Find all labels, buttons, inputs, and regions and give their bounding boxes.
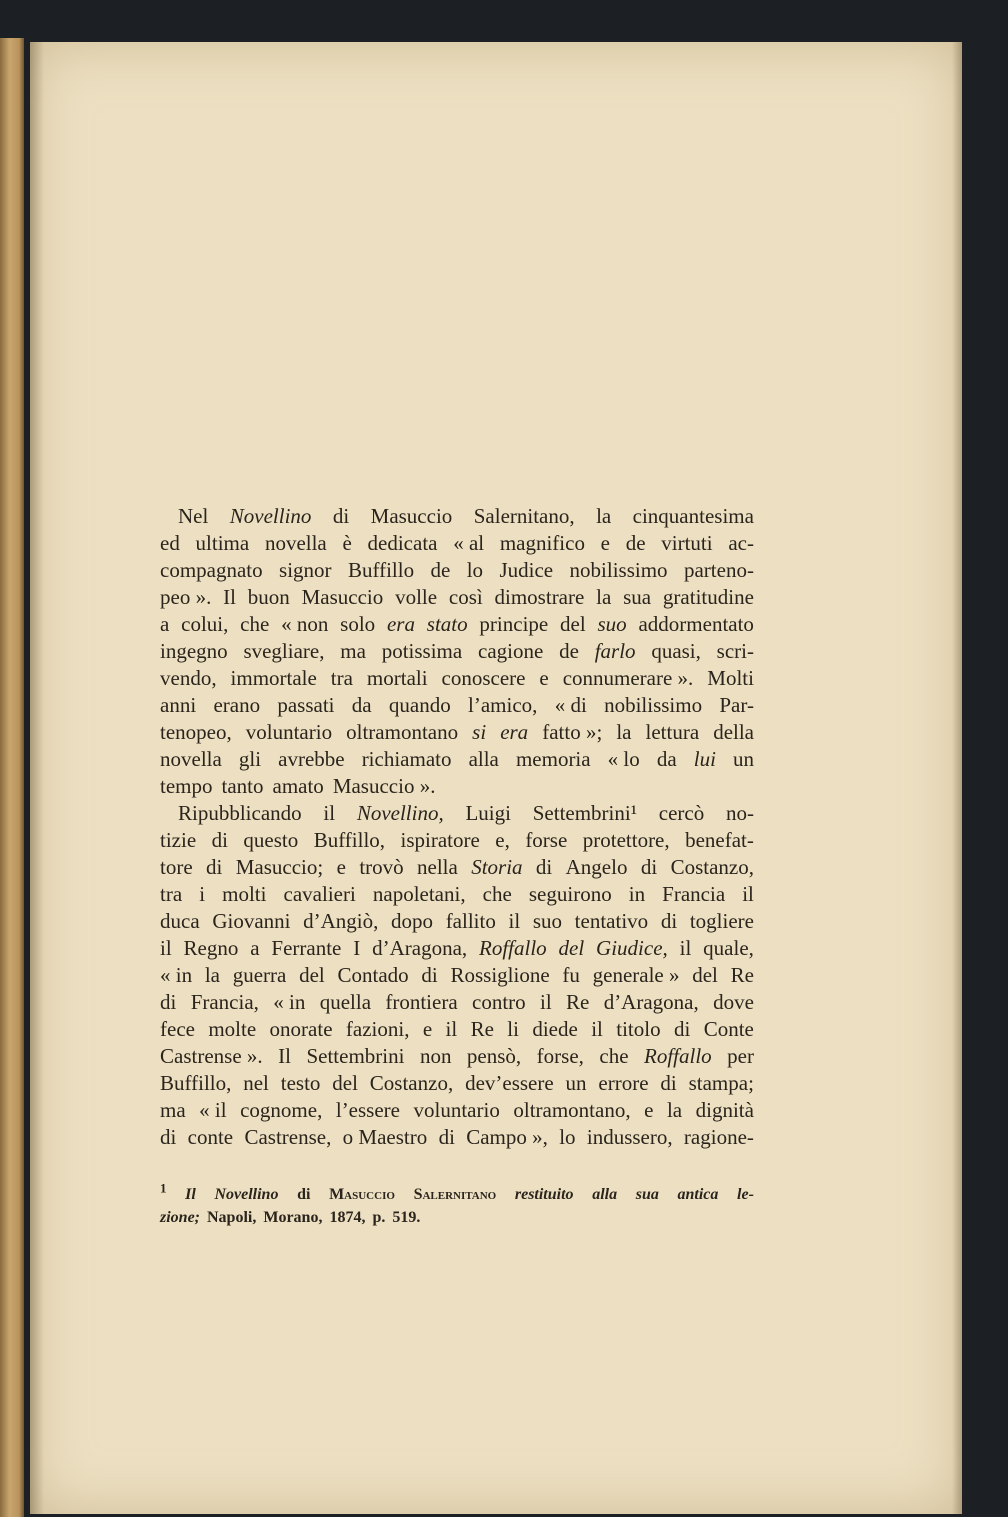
word: onorate <box>269 1017 333 1041</box>
word: Re <box>566 990 590 1014</box>
word: Giudice, <box>596 936 668 960</box>
word: signor <box>279 558 332 582</box>
text-line <box>160 611 754 638</box>
text-line <box>160 881 754 908</box>
word: Novellino <box>214 1186 279 1203</box>
word: di <box>660 1071 677 1095</box>
word: il <box>540 990 552 1014</box>
word: svegliare, <box>243 639 325 663</box>
body-text <box>160 503 754 1151</box>
word: Par- <box>719 693 754 717</box>
word: fatto »; <box>542 720 603 744</box>
word: Castrense ». <box>160 1044 263 1068</box>
word: di <box>206 855 223 879</box>
word: Campo », <box>466 1125 548 1149</box>
word: la <box>596 504 612 528</box>
word: di <box>438 1125 455 1149</box>
adjacent-page-edge <box>0 38 24 1517</box>
word: un <box>565 1071 587 1095</box>
word: Settembrini¹ <box>532 801 638 825</box>
word: peo ». <box>160 585 212 609</box>
word: Contado <box>337 963 409 987</box>
word: connumerare ». <box>562 666 694 690</box>
word: seguirono <box>528 882 612 906</box>
word: testo <box>280 1071 321 1095</box>
word: o Maestro <box>342 1125 428 1149</box>
word: i <box>199 882 206 906</box>
word: alla <box>592 1186 618 1203</box>
word: vendo, <box>160 666 217 690</box>
word: Re <box>470 1017 494 1041</box>
word: il <box>445 1017 458 1041</box>
word: la <box>666 1098 683 1122</box>
word: farlo <box>594 639 636 663</box>
word: Il <box>185 1186 196 1203</box>
word: nel <box>243 1071 269 1095</box>
word: di <box>160 1125 177 1149</box>
word: del <box>299 963 325 987</box>
word: tizie <box>160 828 197 852</box>
word: ingegno <box>160 639 228 663</box>
word: diede <box>532 1017 578 1041</box>
word: forse, <box>536 1044 584 1068</box>
word: dopo <box>391 909 434 933</box>
word: è <box>342 531 352 555</box>
text-line <box>160 827 754 854</box>
word: d’Aragona, <box>372 936 468 960</box>
word: parteno- <box>683 558 754 582</box>
word: tenopeo, <box>160 720 232 744</box>
word: di <box>211 828 228 852</box>
word: Novellino <box>229 504 312 528</box>
word: Ferrante <box>271 936 342 960</box>
word: no- <box>726 801 754 825</box>
word: nobilissimo <box>569 558 668 582</box>
word: tra <box>160 882 183 906</box>
word: fallito <box>445 909 496 933</box>
word: richiamato <box>361 747 452 771</box>
word: Conte <box>703 1017 754 1041</box>
word: « non <box>281 612 329 636</box>
word: Costanzo, <box>670 855 754 879</box>
word: e <box>600 531 610 555</box>
text-line <box>160 638 754 665</box>
word: 1874, <box>329 1209 366 1226</box>
word: in <box>628 882 646 906</box>
word: Judice <box>499 558 554 582</box>
word: pensò, <box>466 1044 522 1068</box>
word: suo <box>532 909 563 933</box>
text-line <box>160 854 754 881</box>
word: Novellino, <box>356 801 444 825</box>
word: dedicata <box>367 531 438 555</box>
text-line <box>160 962 754 989</box>
word: Masuccio <box>370 504 453 528</box>
footnote-marker: 1 <box>160 1180 167 1196</box>
word: oltramontano <box>346 720 459 744</box>
footnote <box>160 1180 754 1229</box>
text-line <box>160 557 754 584</box>
word: sua <box>623 585 652 609</box>
word: molti <box>222 882 267 906</box>
word: tore <box>160 855 193 879</box>
word: addormentato <box>638 612 754 636</box>
word: frontiera <box>385 990 458 1014</box>
word: cognome, <box>240 1098 323 1122</box>
word: antica <box>677 1186 719 1203</box>
word: da <box>656 747 677 771</box>
text-line <box>160 530 754 557</box>
word: de <box>559 639 579 663</box>
word: togliere <box>689 909 754 933</box>
word: errore <box>598 1071 649 1095</box>
text-line <box>160 665 754 692</box>
word: de <box>430 558 451 582</box>
word: napoletani, <box>372 882 466 906</box>
word: cagione <box>478 639 544 663</box>
word: nella <box>417 855 458 879</box>
text-line <box>160 1097 754 1124</box>
word: cavalieri <box>283 882 356 906</box>
word: Castrense, <box>244 1125 332 1149</box>
word: che <box>482 882 512 906</box>
word: Salernitano, <box>473 504 575 528</box>
word: Masuccio; <box>235 855 324 879</box>
word: mortali <box>366 666 428 690</box>
word: la <box>616 720 632 744</box>
text-line <box>160 800 754 827</box>
word: Roffallo <box>479 936 547 960</box>
word: li <box>507 1017 519 1041</box>
word: ma <box>340 639 366 663</box>
text-line <box>160 773 754 800</box>
word: a <box>160 612 170 636</box>
word: Regno <box>183 936 239 960</box>
word: I <box>353 936 361 960</box>
word: un <box>733 747 754 771</box>
word: lettura <box>645 720 700 744</box>
word: « in <box>273 990 306 1014</box>
word: della <box>713 720 754 744</box>
text-line <box>160 1016 754 1043</box>
text-line <box>160 1124 754 1151</box>
word: Napoli, <box>207 1209 257 1226</box>
word: 519. <box>392 1209 421 1226</box>
word: il <box>508 909 521 933</box>
word: oltramontano, <box>513 1098 631 1122</box>
word: passati <box>277 693 335 717</box>
word: a <box>250 936 260 960</box>
word: così <box>448 585 483 609</box>
word: ragione- <box>683 1125 754 1149</box>
word: cinquantesima <box>632 504 754 528</box>
word: Re <box>730 963 754 987</box>
word: p. <box>372 1209 386 1226</box>
word: restituito <box>514 1186 574 1203</box>
word: quella <box>319 990 372 1014</box>
word: trovò <box>359 855 404 879</box>
word: ispiratore <box>400 828 480 852</box>
word: novella <box>160 747 222 771</box>
word: nobilissimo <box>604 693 703 717</box>
word: Molti <box>707 666 754 690</box>
word: colui, <box>181 612 229 636</box>
footnote-line <box>160 1206 754 1229</box>
word: conte <box>187 1125 234 1149</box>
word: buon <box>247 585 290 609</box>
word: Salernitano <box>413 1186 497 1203</box>
word: e <box>336 855 346 879</box>
word: fece <box>160 1017 195 1041</box>
footnote-line <box>160 1180 754 1206</box>
text-line <box>160 503 754 530</box>
word: e <box>539 666 549 690</box>
word: la <box>204 963 220 987</box>
word: « lo <box>607 747 640 771</box>
word: principe <box>479 612 549 636</box>
word: Costanzo, <box>369 1071 454 1095</box>
word: Storia <box>471 855 523 879</box>
word: guerra <box>232 963 287 987</box>
word: Buffillo, <box>160 1071 232 1095</box>
word: Settembrini <box>306 1044 405 1068</box>
word: Roffallo <box>644 1044 712 1068</box>
word: e <box>644 1098 654 1122</box>
word: volle <box>395 585 438 609</box>
word: di <box>332 504 350 528</box>
word: potissima <box>381 639 463 663</box>
word: la <box>596 585 612 609</box>
word: lo <box>466 558 484 582</box>
word: ma <box>160 1098 186 1122</box>
word: conoscere <box>441 666 526 690</box>
word: tra <box>330 666 353 690</box>
text-line <box>160 1070 754 1097</box>
word: del <box>692 963 718 987</box>
word: di <box>535 855 553 879</box>
word: avrebbe <box>278 747 345 771</box>
word: che <box>240 612 270 636</box>
word: Il <box>278 1044 291 1068</box>
text-line <box>160 746 754 773</box>
word: dignità <box>695 1098 754 1122</box>
word: contro <box>472 990 526 1014</box>
word: zione; <box>160 1209 200 1226</box>
word: « il <box>199 1098 227 1122</box>
word: il <box>160 936 172 960</box>
word: Buffillo <box>347 558 415 582</box>
word: e, <box>495 828 510 852</box>
word: il <box>679 936 692 960</box>
word: lui <box>693 747 716 771</box>
word: magnifico <box>499 531 585 555</box>
word: gli <box>238 747 262 771</box>
word: l’amico, <box>468 693 538 717</box>
word: stampa; <box>688 1071 754 1095</box>
word: ultima <box>195 531 250 555</box>
word: gratitudine <box>662 585 754 609</box>
word: di <box>640 855 658 879</box>
word: era <box>386 612 415 636</box>
text-line <box>160 989 754 1016</box>
word: non <box>419 1044 452 1068</box>
word: sua <box>635 1186 659 1203</box>
word: memoria <box>515 747 591 771</box>
word: Masuccio ». <box>332 774 436 798</box>
word: quale, <box>703 936 754 960</box>
word: compagnato <box>160 558 263 582</box>
word: di <box>421 963 438 987</box>
word: l’essere <box>335 1098 400 1122</box>
word: indussero, <box>586 1125 673 1149</box>
word: protettore, <box>582 828 670 852</box>
word: per <box>727 1044 754 1068</box>
word: ac- <box>728 531 754 555</box>
word: ed <box>160 531 180 555</box>
text-line <box>160 719 754 746</box>
word: quasi, <box>651 639 701 663</box>
word: di <box>160 990 177 1014</box>
word: Francia, <box>190 990 259 1014</box>
word: dimostrare <box>494 585 585 609</box>
text-line <box>160 584 754 611</box>
word: solo <box>340 612 376 636</box>
word: di <box>673 1017 691 1041</box>
word: Angelo <box>565 855 628 879</box>
word: anni <box>160 693 197 717</box>
word: virtuti <box>661 531 713 555</box>
word: alla <box>468 747 499 771</box>
word: Morano, <box>263 1209 323 1226</box>
word: quando <box>388 693 451 717</box>
word: fu <box>562 963 580 987</box>
text-line <box>160 908 754 935</box>
word: del <box>560 612 586 636</box>
word: di <box>297 1186 311 1203</box>
word: immortale <box>230 666 317 690</box>
word: fazioni, <box>345 1017 410 1041</box>
word: e <box>422 1017 433 1041</box>
word: dove <box>713 990 754 1014</box>
word: era <box>500 720 529 744</box>
word: di <box>660 909 678 933</box>
word: dev’essere <box>465 1071 554 1095</box>
text-line <box>160 692 754 719</box>
word: novella <box>264 531 327 555</box>
word: lo <box>559 1125 576 1149</box>
word: amato <box>272 774 324 798</box>
word: del <box>332 1071 358 1095</box>
word: molte <box>208 1017 257 1041</box>
word: « di <box>554 693 587 717</box>
word: le- <box>737 1186 754 1203</box>
word: voluntario <box>245 720 333 744</box>
word: Buffillo, <box>313 828 386 852</box>
word: d’Angiò, <box>303 909 379 933</box>
word: de <box>625 531 646 555</box>
word: Rossiglione <box>450 963 550 987</box>
word: Il <box>223 585 236 609</box>
word: da <box>351 693 372 717</box>
word: titolo <box>616 1017 661 1041</box>
word: « al <box>453 531 485 555</box>
word: d’Aragona, <box>603 990 699 1014</box>
word: il <box>591 1017 603 1041</box>
word: duca <box>160 909 200 933</box>
word: tanto <box>221 774 264 798</box>
word: che <box>599 1044 629 1068</box>
word: del <box>558 936 585 960</box>
word: Ripubblicando <box>178 801 302 825</box>
word: il <box>742 882 754 906</box>
word: Nel <box>178 504 209 528</box>
word: tempo <box>160 774 213 798</box>
word: erano <box>213 693 261 717</box>
word: Giovanni <box>212 909 291 933</box>
word: Masuccio <box>301 585 384 609</box>
text-line <box>160 935 754 962</box>
word: voluntario <box>413 1098 500 1122</box>
word: cercò <box>658 801 705 825</box>
text-line <box>160 1043 754 1070</box>
word: si <box>472 720 487 744</box>
word: benefat- <box>685 828 754 852</box>
word: forse <box>525 828 568 852</box>
word: stato <box>426 612 468 636</box>
word: generale » <box>592 963 680 987</box>
word: « in <box>160 963 193 987</box>
word: scri- <box>716 639 754 663</box>
word: il <box>323 801 336 825</box>
word: tentativo <box>574 909 649 933</box>
word: Masuccio <box>329 1186 395 1203</box>
word: questo <box>243 828 299 852</box>
word: Luigi <box>465 801 511 825</box>
word: suo <box>597 612 627 636</box>
word: Francia <box>662 882 726 906</box>
